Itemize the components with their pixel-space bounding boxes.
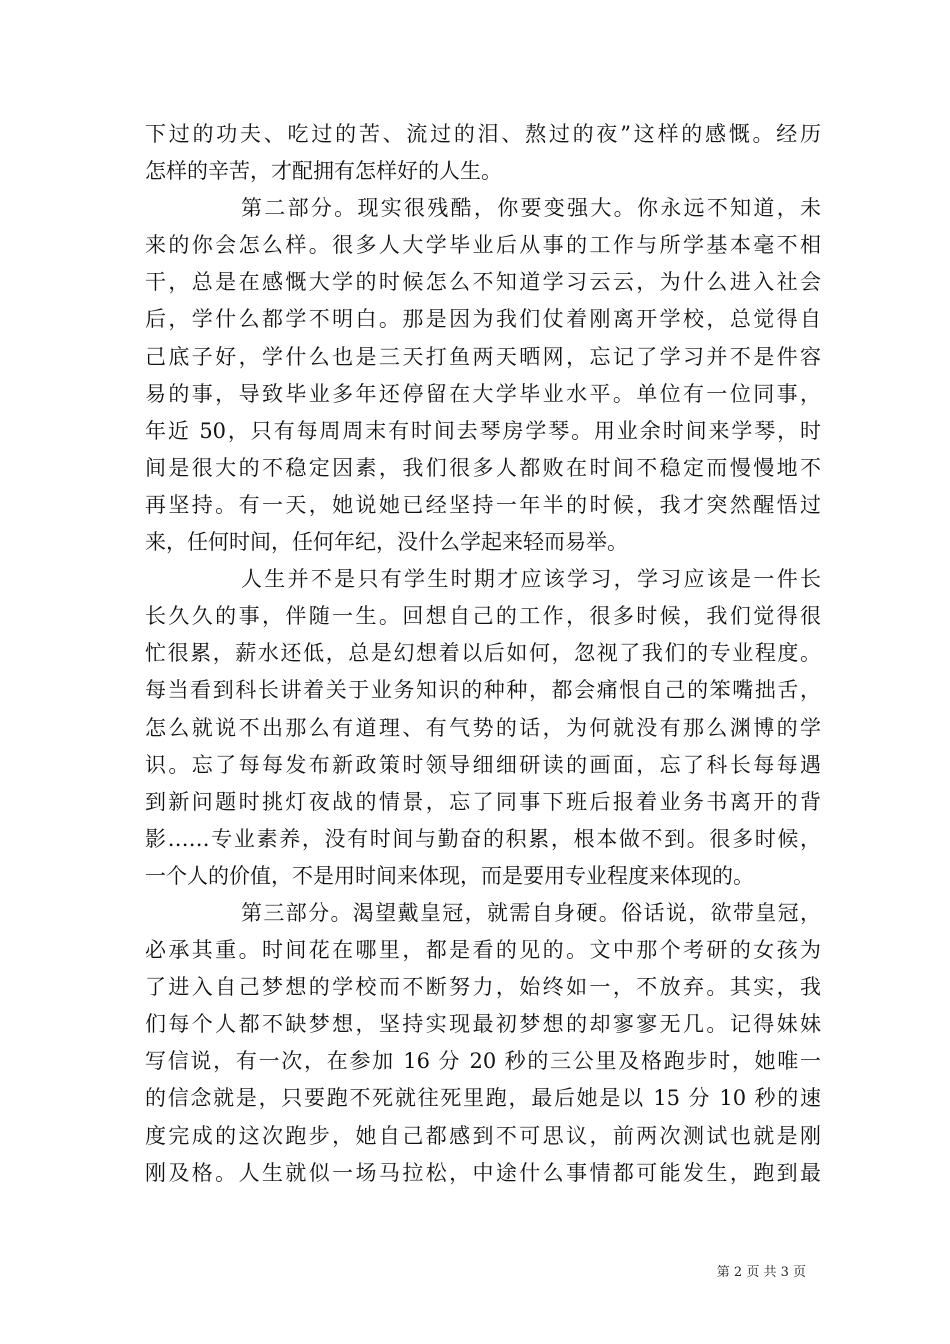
text-line: 己底子好，学什么也是三天打鱼两天晒网，忘记了学习并不是件容 (145, 344, 821, 369)
text-line: 的信念就是，只要跑不死就往死里跑，最后她是以 15 分 10 秒的速 (145, 1086, 821, 1111)
text-line: 每当看到科长讲着关于业务知识的种种，都会痛恨自己的笨嘴拙舌， (145, 678, 821, 703)
text-line: 干，总是在感慨大学的时候怎么不知道学习云云，为什么进入社会 (145, 270, 821, 295)
text-line: 再坚持。有一天，她说她已经坚持一年半的时候，我才突然醒悟过 (145, 492, 821, 517)
text-line: 来，任何时间，任何年纪，没什么学起来轻而易举。 (145, 530, 628, 555)
text-line: 年近 50，只有每周周末有时间去琴房学琴。用业余时间来学琴，时 (145, 418, 821, 443)
paragraph-first-line: 人生并不是只有学生时期才应该学习，学习应该是一件长 (241, 567, 821, 592)
text-line: 易的事，导致毕业多年还停留在大学毕业水平。单位有一位同事， (145, 381, 821, 406)
text-line: 度完成的这次跑步，她自己都感到不可思议，前两次测试也就是刚 (145, 1123, 821, 1148)
text-line: 刚及格。人生就似一场马拉松，中途什么事情都可能发生，跑到最 (145, 1160, 821, 1185)
text-line: 下过的功夫、吃过的苦、流过的泪、熬过的夜”这样的感慨。经历 (145, 122, 821, 146)
text-line: 了进入自己梦想的学校而不断努力，始终如一，不放弃。其实，我 (145, 975, 821, 1000)
paragraph-first-line: 第三部分。渴望戴皇冠，就需自身硬。俗话说，欲带皇冠， (241, 900, 821, 925)
text-line: 必承其重。时间花在哪里，都是看的见的。文中那个考研的女孩为 (145, 938, 821, 963)
text-line: 间是很大的不稳定因素，我们很多人都败在时间不稳定而慢慢地不 (145, 455, 821, 480)
text-line: 怎样的辛苦，才配拥有怎样好的人生。 (145, 159, 502, 184)
paragraph-first-line: 第二部分。现实很残酷，你要变强大。你永远不知道，未 (241, 196, 821, 221)
text-line: 忙很累，薪水还低，总是幻想着以后如何，忽视了我们的专业程度。 (145, 641, 821, 666)
text-line: 到新问题时挑灯夜战的情景，忘了同事下班后报着业务书离开的背 (145, 789, 821, 814)
text-line: 一个人的价值，不是用时间来体现，而是要用专业程度来体现的。 (145, 863, 754, 888)
text-line: 后，学什么都学不明白。那是因为我们仗着刚离开学校，总觉得自 (145, 307, 821, 332)
text-line: 识。忘了每每发布新政策时领导细细研读的画面，忘了科长每每遇 (145, 752, 821, 777)
text-line: 长久久的事，伴随一生。回想自己的工作，很多时候，我们觉得很 (145, 604, 821, 629)
text-line: 来的你会怎么样。很多人大学毕业后从事的工作与所学基本毫不相 (145, 233, 821, 258)
text-line: 写信说，有一次，在参加 16 分 20 秒的三公里及格跑步时，她唯一 (145, 1049, 821, 1074)
text-line: 影……专业素养，没有时间与勤奋的积累，根本做不到。很多时候， (145, 826, 821, 851)
body-text (145, 116, 821, 1192)
text-line: 怎么就说不出那么有道理、有气势的话，为何就没有那么渊博的学 (145, 715, 821, 740)
page-number: 第 2 页 共 3 页 (716, 1265, 806, 1280)
text-line: 们每个人都不缺梦想，坚持实现最初梦想的却寥寥无几。记得妹妹 (145, 1012, 821, 1037)
